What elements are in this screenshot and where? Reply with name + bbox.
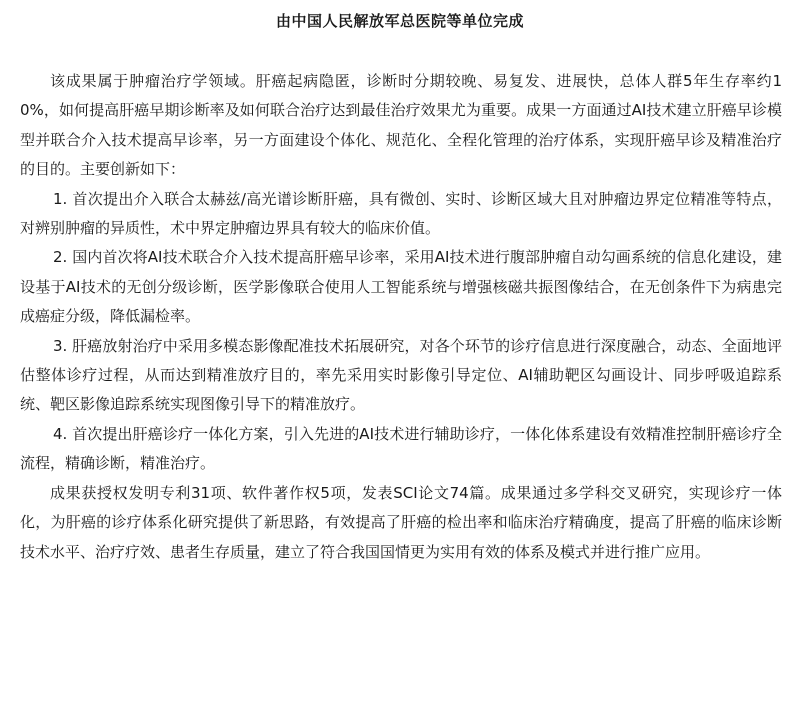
intro-paragraph: 该成果属于肿瘤治疗学领域。肝癌起病隐匿，诊断时分期较晚、易复发、进展快，总体人群5年生存率约10%，如何提高肝癌早期诊断率及如何联合治疗达到最佳治疗效果尤为重要。成果一方面通过AI技术建立肝癌早诊模型并联合介入技术提高早诊率，另一方面建设个体化、规范化、全程化管理的治疗体系，实现肝癌早诊及精准治疗的目的。主要创新如下： <box>20 72 782 179</box>
innovation-item-4: 4. 首次提出肝癌诊疗一体化方案，引入先进的AI技术进行辅助诊疗，一体化体系建设有效精准控制肝癌诊疗全流程，精确诊断，精准治疗。 <box>20 424 782 473</box>
innovation-item-3: 3. 肝癌放射治疗中采用多模态影像配准技术拓展研究，对各个环节的诊疗信息进行深度融合，动态、全面地评估整体诊疗过程，从而达到精准放疗目的，率先采用实时影像引导定位、AI辅助靶区勾画设计、同步呼吸追踪系统、靶区影像追踪系统实现图像引导下的精准放疗。 <box>20 336 782 414</box>
innovation-item-2: 2. 国内首次将AI技术联合介入技术提高肝癌早诊率，采用AI技术进行腹部肿瘤自动勾画系统的信息化建设，建设基于AI技术的无创分级诊断，医学影像联合使用人工智能系统与增强核磁共振图像结合，在无创条件下为病患完成癌症分级，降低漏检率。 <box>20 248 782 326</box>
document-body <box>20 67 782 567</box>
innovation-item-1: 1. 首次提出介入联合太赫兹/高光谱诊断肝癌，具有微创、实时、诊断区域大且对肿瘤边界定位精准等特点，对辨别肿瘤的异质性，术中界定肿瘤边界具有较大的临床价值。 <box>20 189 782 238</box>
document-title: 由中国人民解放军总医院等单位完成 <box>275 12 524 30</box>
results-paragraph: 成果获授权发明专利31项、软件著作权5项，发表SCI论文74篇。成果通过多学科交叉研究，实现诊疗一体化，为肝癌的诊疗体系化研究提供了新思路，有效提高了肝癌的检出率和临床治疗精确度，提高了肝癌的临床诊断技术水平、治疗疗效、患者生存质量，建立了符合我国国情更为实用有效的体系及模式并进行推广应用。 <box>20 483 782 561</box>
